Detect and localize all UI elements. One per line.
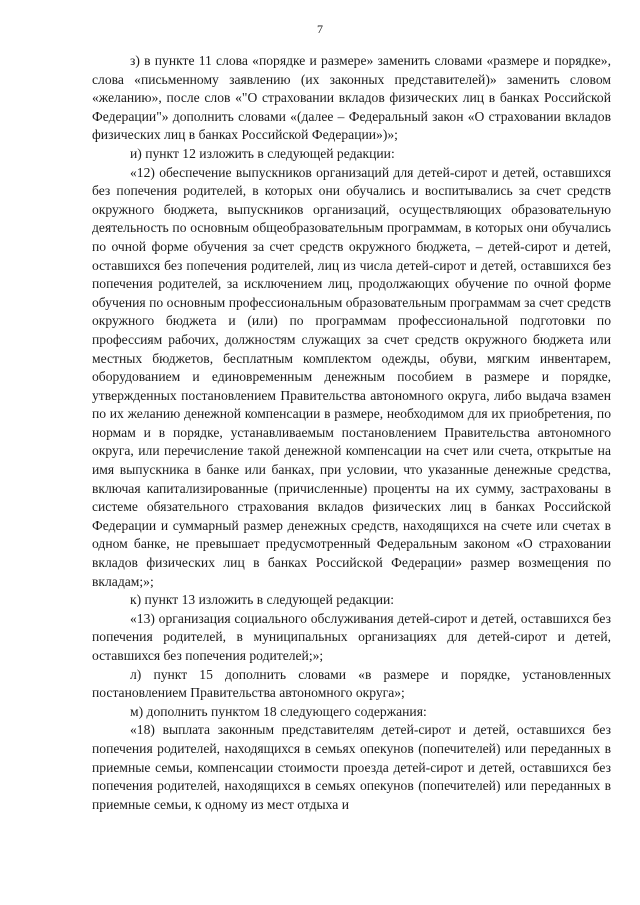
- paragraph-item-18-text: «18) выплата законным представителям детей-сирот и детей, оставшихся без попечения родителей, находящихся в семьях опекунов (попечителей) или переданных в приемные семьи, компенсации стоимости проезда детей-сирот и детей, оставшихся без попечения родителей, находящихся в семьях опекунов (попечителей) или переданных в приемные семьи, к одному из мест отдыха и: [92, 722, 611, 812]
- paragraph-z-item-11: з) в пункте 11 слова «порядке и размере» заменить словами «размере и порядке», слова «письменному заявлению (их законных представителей)» заменить словом «желанию», после слов «"О страховании вкладов физических лиц в банках Российской Федерации"» дополнить словами «(далее – Федеральный закон «О страховании вкладов физических лиц в банках Российской Федерации»)»;: [92, 53, 611, 143]
- paragraph-i-intro: и) пункт 12 изложить в следующей редакции:: [130, 145, 395, 161]
- page-number: 7: [317, 22, 323, 36]
- paragraph-l-item-15: л) пункт 15 дополнить словами «в размере и порядке, установленных постановлением Правительства автономного округа»;: [92, 666, 611, 701]
- paragraph-m-intro: м) дополнить пунктом 18 следующего содержания:: [130, 703, 427, 719]
- paragraph-item-13-text: «13) организация социального обслуживания детей-сирот и детей, оставшихся без попечения родителей, в муниципальных организациях для детей-сирот и детей, оставшихся без попечения родителей;»;: [92, 610, 611, 663]
- document-body: [92, 52, 611, 814]
- paragraph-k-intro: к) пункт 13 изложить в следующей редакции:: [130, 592, 395, 608]
- paragraph-item-12-text: «12) обеспечение выпускников организаций для детей-сирот и детей, оставшихся без попечения родителей, в которых они обучались и воспитывались за счет средств окружного бюджета, выпускников организаций, осуществляющих образовательную деятельность по основным общеобразовательным программам, в которых они обучались по очной форме обучения за счет средств окружного бюджета, – детей-сирот и детей, оставшихся без попечения родителей, лиц из числа детей-сирот и детей, оставшихся без попечения родителей, за исключением лиц, продолжающих обучение по очной форме обучения по основным профессиональным образовательным программам за счет средств окружного бюджета и (или) по программам профессиональной подготовки по профессиям рабочих, должностям служащих за счет средств окружного бюджета или местных бюджетов, бесплатным комплектом одежды, обуви, мягким инвентарем, оборудованием и единовременным денежным пособием в размере и порядке, утвержденных постановлением Правительства автономного округа, либо выдача взамен по их желанию денежной компенсации в размере, необходимом для их приобретения, по нормам и в порядке, устанавливаемым постановлением Правительства автономного округа, или перечисление такой денежной компенсации на счет или счета, открытые на имя выпускника в банке или банках, при условии, что указанные денежные средства, включая капитализированные (причисленные) проценты на их сумму, застрахованы в системе обязательного страхования вкладов физических лиц в банках Российской Федерации и суммарный размер денежных средств, находящихся на счете или счетах в одном банке, не превышает предусмотренный Федеральным законом «О страховании вкладов физических лиц в банках Российской Федерации» размер возмещения по вкладам;»;: [92, 164, 611, 589]
